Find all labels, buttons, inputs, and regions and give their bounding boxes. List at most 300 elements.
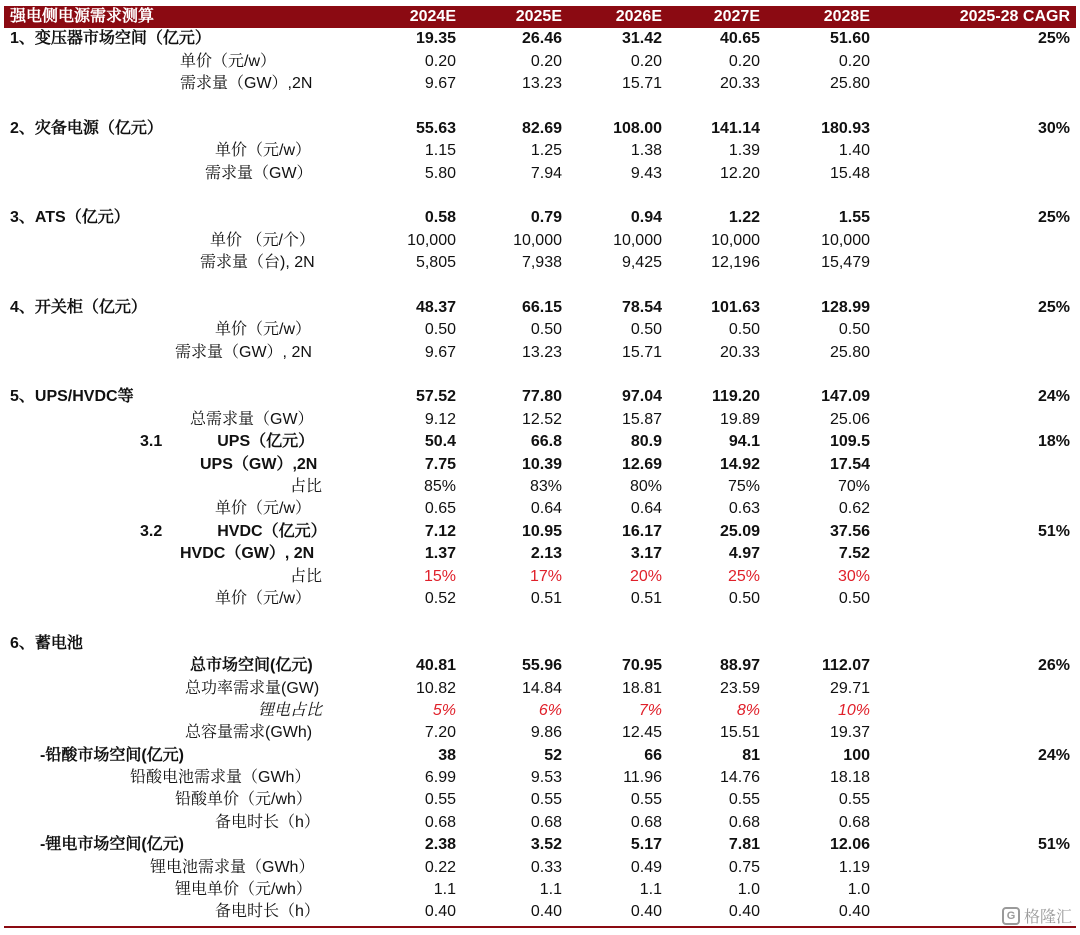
value-cell: 3.52 <box>530 836 562 854</box>
row-label <box>4 633 362 655</box>
value-cell: 0.55 <box>424 791 456 809</box>
cagr-cell <box>876 409 1076 431</box>
value-cell: 50.4 <box>424 433 456 451</box>
cagr-cell <box>876 722 1076 744</box>
value-cell: 30% <box>837 567 870 585</box>
value-cell: 0.50 <box>630 321 662 339</box>
row-label-text: 总市场空间(亿元) <box>190 657 313 675</box>
value-cell: 15.71 <box>621 343 662 361</box>
value-cell: 55.63 <box>415 119 456 137</box>
value-cell: 7% <box>638 701 662 719</box>
value-cell: 10,000 <box>407 231 456 249</box>
table-row <box>4 856 1076 878</box>
value-cell: 15.71 <box>621 74 662 92</box>
value-cell: 10.82 <box>415 679 456 697</box>
value-cell: 0.50 <box>728 589 760 607</box>
value-cell: 6% <box>538 701 562 719</box>
value-cell: 25.80 <box>829 343 870 361</box>
value-cell: 15% <box>423 567 456 585</box>
value-cell: 0.22 <box>424 858 456 876</box>
row-label <box>4 73 362 95</box>
value-cell: 97.04 <box>621 388 662 406</box>
header-row <box>4 6 1076 28</box>
cagr-cell <box>876 588 1076 610</box>
cagr-cell <box>876 633 1076 655</box>
value-cell: 75% <box>727 478 760 495</box>
spacer-cell <box>4 95 1076 117</box>
value-cell: 1.0 <box>847 881 870 899</box>
value-cell: 51.60 <box>829 30 870 48</box>
row-label-text: 6、蓄电池 <box>10 634 83 652</box>
value-cell: 0.68 <box>838 813 870 831</box>
cagr-cell <box>876 252 1076 274</box>
row-sublabel-text: UPS（亿元） <box>217 433 315 451</box>
value-cell: 26.46 <box>521 30 562 48</box>
cagr-cell <box>876 498 1076 520</box>
table-row <box>4 700 1076 722</box>
row-label-text: -铅酸市场空间(亿元) <box>40 746 184 764</box>
value-cell: 82.69 <box>521 119 562 137</box>
value-cell: 17.54 <box>829 455 870 473</box>
value-cell: 1.1 <box>639 881 662 899</box>
spacer-cell <box>4 185 1076 207</box>
table-row <box>4 341 1076 363</box>
cagr-cell <box>876 230 1076 252</box>
value-cell: 9.53 <box>530 769 562 787</box>
cagr-cell: 30% <box>1037 119 1070 137</box>
cagr-cell: 51% <box>1037 522 1070 540</box>
table-row <box>4 50 1076 72</box>
value-cell: 23.59 <box>719 679 760 697</box>
header-cagr: 2025-28 CAGR <box>959 8 1070 25</box>
row-label-text: 需求量（GW） <box>205 164 313 182</box>
value-cell: 14.84 <box>521 679 562 697</box>
cagr-cell <box>876 565 1076 587</box>
watermark-text: 格隆汇 <box>1023 909 1072 926</box>
table-row <box>4 767 1076 789</box>
cagr-cell <box>876 789 1076 811</box>
value-cell <box>668 633 766 655</box>
value-cell: 12,196 <box>711 254 760 272</box>
value-cell: 19.89 <box>719 410 760 428</box>
row-label-text: 单价（元/w） <box>180 52 277 70</box>
value-cell: 19.35 <box>415 30 456 48</box>
value-cell: 13.23 <box>521 343 562 361</box>
value-cell: 66.8 <box>530 433 562 451</box>
value-cell: 0.58 <box>424 209 456 227</box>
cagr-cell <box>876 73 1076 95</box>
table-row <box>4 745 1076 767</box>
table-row <box>4 677 1076 699</box>
row-label <box>4 812 362 834</box>
row-label-text: UPS（GW）,2N <box>200 455 318 473</box>
value-cell: 1.0 <box>737 881 760 899</box>
row-label <box>4 722 362 744</box>
row-label-text: 单价（元/w） <box>215 321 312 339</box>
row-label <box>4 834 362 856</box>
row-label-text: 需求量（GW）, 2N <box>175 343 312 361</box>
value-cell: 18.81 <box>621 679 662 697</box>
row-label-text: 锂电单价（元/wh） <box>175 881 312 899</box>
value-cell: 55.96 <box>521 657 562 675</box>
value-cell: 10.95 <box>521 522 562 540</box>
row-label <box>4 230 362 252</box>
value-cell: 70% <box>837 478 870 495</box>
row-label-text: 5、UPS/HVDC等 <box>10 388 134 406</box>
value-cell: 9.12 <box>424 410 456 428</box>
value-cell: 10.39 <box>521 455 562 473</box>
value-cell <box>766 633 876 655</box>
cagr-cell <box>876 50 1076 72</box>
table-row <box>4 431 1076 453</box>
value-cell: 66.15 <box>521 298 562 316</box>
value-cell: 88.97 <box>719 657 760 675</box>
value-cell: 0.51 <box>530 589 562 607</box>
spacer-row <box>4 95 1076 117</box>
row-label-text: 铅酸单价（元/wh） <box>175 791 312 809</box>
table-row <box>4 386 1076 408</box>
value-cell: 7.12 <box>424 522 456 540</box>
demand-estimate-table <box>4 6 1076 924</box>
value-cell: 38 <box>438 746 456 764</box>
value-cell: 1.55 <box>838 209 870 227</box>
value-cell: 0.63 <box>728 500 760 518</box>
value-cell <box>462 633 568 655</box>
value-cell: 0.55 <box>728 791 760 809</box>
value-cell: 8% <box>736 701 760 719</box>
value-cell: 0.20 <box>630 52 662 70</box>
row-label <box>4 767 362 789</box>
table-row <box>4 162 1076 184</box>
value-cell: 15,479 <box>821 254 870 272</box>
value-cell: 0.62 <box>838 500 870 518</box>
value-cell: 0.75 <box>728 858 760 876</box>
cagr-cell: 25% <box>1037 209 1070 227</box>
row-label <box>4 453 362 475</box>
value-cell: 1.1 <box>539 881 562 899</box>
value-cell: 7.75 <box>424 455 456 473</box>
row-label-text: 4、开关柜（亿元） <box>10 298 147 316</box>
value-cell: 25.80 <box>829 74 870 92</box>
value-cell: 7.81 <box>728 836 760 854</box>
table-row <box>4 476 1076 498</box>
row-label <box>4 588 362 610</box>
value-cell: 10,000 <box>613 231 662 249</box>
cagr-cell: 26% <box>1037 657 1070 675</box>
watermark-logo-icon: G <box>1002 907 1020 925</box>
table-row <box>4 28 1076 50</box>
value-cell: 10% <box>837 701 870 719</box>
value-cell: 101.63 <box>711 298 760 316</box>
value-cell: 0.55 <box>530 791 562 809</box>
value-cell: 37.56 <box>829 522 870 540</box>
value-cell: 0.52 <box>424 589 456 607</box>
watermark <box>1002 904 1072 927</box>
value-cell: 16.17 <box>621 522 662 540</box>
row-label-text: 单价（元/w） <box>215 142 312 160</box>
value-cell: 5.17 <box>630 836 662 854</box>
cagr-cell <box>876 879 1076 901</box>
value-cell: 1.39 <box>728 142 760 160</box>
row-label <box>4 879 362 901</box>
row-label <box>4 677 362 699</box>
value-cell: 147.09 <box>821 388 870 406</box>
value-cell: 1.38 <box>630 142 662 160</box>
row-label <box>4 431 362 453</box>
header-2025e: 2025E <box>515 8 562 25</box>
value-cell: 0.65 <box>424 500 456 518</box>
row-label <box>4 297 362 319</box>
cagr-cell <box>876 700 1076 722</box>
row-label-text: 需求量（GW）,2N <box>180 74 313 92</box>
table-row <box>4 140 1076 162</box>
value-cell: 0.50 <box>424 321 456 339</box>
row-label <box>4 856 362 878</box>
value-cell: 109.5 <box>829 433 870 451</box>
header-2028e: 2028E <box>823 8 870 25</box>
row-label <box>4 162 362 184</box>
table-row <box>4 722 1076 744</box>
row-label-text: 需求量（台), 2N <box>200 254 315 272</box>
row-label <box>4 207 362 229</box>
value-cell: 1.1 <box>433 881 456 899</box>
value-cell: 2.13 <box>530 545 562 563</box>
row-label-text: 总功率需求量(GW) <box>185 679 320 697</box>
value-cell: 81 <box>742 746 760 764</box>
value-cell: 0.51 <box>630 589 662 607</box>
row-label <box>4 319 362 341</box>
row-label-text: 备电时长（h） <box>215 813 320 831</box>
value-cell: 5.80 <box>424 164 456 182</box>
table-row <box>4 565 1076 587</box>
row-label-text: 占比 <box>290 478 323 495</box>
bottom-rule <box>4 926 1076 928</box>
value-cell: 20.33 <box>719 74 760 92</box>
row-sublabel-text: HVDC（亿元） <box>217 522 327 540</box>
value-cell: 180.93 <box>821 119 870 137</box>
value-cell: 15.87 <box>621 410 662 428</box>
value-cell: 1.25 <box>530 142 562 160</box>
value-cell: 5,805 <box>415 254 456 272</box>
value-cell: 14.76 <box>719 769 760 787</box>
table-row <box>4 230 1076 252</box>
table-row <box>4 207 1076 229</box>
cagr-cell <box>876 677 1076 699</box>
value-cell: 7,938 <box>521 254 562 272</box>
value-cell: 11.96 <box>623 769 662 787</box>
value-cell: 0.68 <box>530 813 562 831</box>
value-cell: 12.06 <box>829 836 870 854</box>
value-cell: 80% <box>629 478 662 495</box>
header-title: 强电侧电源需求测算 <box>10 8 155 25</box>
value-cell: 1.19 <box>838 858 870 876</box>
value-cell: 0.64 <box>530 500 562 518</box>
table-row <box>4 812 1076 834</box>
row-label-text: 单价（元/w） <box>215 589 312 607</box>
value-cell: 18.18 <box>829 769 870 787</box>
value-cell: 7.52 <box>838 545 870 563</box>
value-cell: 77.80 <box>521 388 562 406</box>
value-cell: 0.40 <box>630 903 662 921</box>
table-row <box>4 453 1076 475</box>
row-label <box>4 140 362 162</box>
value-cell: 12.52 <box>521 410 562 428</box>
spacer-cell <box>4 610 1076 632</box>
row-label-text: 3.1 <box>140 433 163 451</box>
value-cell: 13.23 <box>521 74 562 92</box>
value-cell: 0.33 <box>530 858 562 876</box>
value-cell: 15.48 <box>829 164 870 182</box>
value-cell: 1.37 <box>424 545 456 563</box>
value-cell: 52 <box>544 746 562 764</box>
value-cell: 20% <box>629 567 662 585</box>
value-cell: 0.55 <box>838 791 870 809</box>
cagr-cell: 25% <box>1037 30 1070 48</box>
value-cell: 0.49 <box>630 858 662 876</box>
row-label-text: 总需求量（GW） <box>190 410 314 428</box>
row-label <box>4 118 362 140</box>
value-cell: 4.97 <box>728 545 760 563</box>
value-cell: 0.68 <box>630 813 662 831</box>
value-cell: 0.55 <box>630 791 662 809</box>
row-label-text: 铅酸电池需求量（GWh） <box>130 769 311 787</box>
value-cell: 0.20 <box>838 52 870 70</box>
cagr-cell: 51% <box>1037 836 1070 854</box>
table-row <box>4 901 1076 923</box>
spacer-row <box>4 274 1076 296</box>
table-row <box>4 319 1076 341</box>
value-cell: 57.52 <box>415 388 456 406</box>
table-row <box>4 834 1076 856</box>
value-cell: 0.20 <box>424 52 456 70</box>
header-2026e: 2026E <box>615 8 662 25</box>
value-cell: 0.64 <box>630 500 662 518</box>
value-cell: 1.22 <box>728 209 760 227</box>
value-cell: 9.67 <box>424 74 456 92</box>
value-cell: 112.07 <box>821 657 870 675</box>
cagr-cell <box>876 453 1076 475</box>
value-cell: 78.54 <box>621 298 662 316</box>
cagr-cell: 24% <box>1037 388 1070 406</box>
table-row <box>4 655 1076 677</box>
value-cell: 83% <box>529 478 562 495</box>
spacer-cell <box>4 364 1076 386</box>
value-cell: 2.38 <box>424 836 456 854</box>
value-cell <box>568 633 668 655</box>
value-cell: 0.20 <box>530 52 562 70</box>
row-label <box>4 901 362 923</box>
cagr-cell <box>876 767 1076 789</box>
cagr-cell <box>876 856 1076 878</box>
spacer-row <box>4 185 1076 207</box>
value-cell: 1.15 <box>424 142 456 160</box>
row-label-text: 锂电占比 <box>258 701 323 719</box>
value-cell: 29.71 <box>829 679 870 697</box>
cagr-cell: 25% <box>1037 298 1070 316</box>
value-cell: 10,000 <box>711 231 760 249</box>
value-cell: 10,000 <box>513 231 562 249</box>
row-label-text: 3.2 <box>140 522 163 540</box>
row-label <box>4 409 362 431</box>
row-label-text: 3、ATS（亿元） <box>10 209 130 227</box>
row-label-text: HVDC（GW）, 2N <box>180 545 315 563</box>
value-cell: 0.40 <box>530 903 562 921</box>
value-cell: 141.14 <box>711 119 760 137</box>
value-cell: 25.09 <box>719 522 760 540</box>
value-cell: 66 <box>644 746 662 764</box>
row-label <box>4 498 362 520</box>
table-row <box>4 543 1076 565</box>
table-row <box>4 297 1076 319</box>
value-cell: 119.20 <box>711 388 760 406</box>
value-cell: 17% <box>529 567 562 585</box>
row-label <box>4 252 362 274</box>
value-cell: 10,000 <box>821 231 870 249</box>
spacer-cell <box>4 274 1076 296</box>
value-cell: 40.81 <box>415 657 456 675</box>
value-cell: 25.06 <box>829 410 870 428</box>
row-label-text: -锂电市场空间(亿元) <box>40 836 184 854</box>
table-row <box>4 252 1076 274</box>
row-label-text: 2、灾备电源（亿元） <box>10 119 163 137</box>
value-cell: 9.67 <box>424 343 456 361</box>
row-label <box>4 521 362 543</box>
row-label <box>4 543 362 565</box>
row-label <box>4 789 362 811</box>
table-row <box>4 409 1076 431</box>
cagr-cell: 24% <box>1037 746 1070 764</box>
header-2027e: 2027E <box>713 8 760 25</box>
value-cell: 6.99 <box>424 769 456 787</box>
row-label-text: 单价（元/w） <box>215 500 312 518</box>
row-label <box>4 28 362 50</box>
value-cell: 40.65 <box>719 30 760 48</box>
value-cell: 3.17 <box>630 545 662 563</box>
value-cell: 1.40 <box>838 142 870 160</box>
header-2024e: 2024E <box>409 8 456 25</box>
value-cell: 0.50 <box>838 589 870 607</box>
value-cell: 9.43 <box>630 164 662 182</box>
row-label <box>4 745 362 767</box>
value-cell: 48.37 <box>415 298 456 316</box>
row-label-text: 1、变压器市场空间（亿元） <box>10 30 211 48</box>
row-label <box>4 341 362 363</box>
value-cell: 7.20 <box>424 724 456 742</box>
value-cell: 19.37 <box>829 724 870 742</box>
table-row <box>4 879 1076 901</box>
row-label <box>4 50 362 72</box>
value-cell: 7.94 <box>530 164 562 182</box>
cagr-cell <box>876 341 1076 363</box>
row-label-text: 总容量需求(GWh) <box>185 724 313 742</box>
value-cell: 70.95 <box>621 657 662 675</box>
table-row <box>4 521 1076 543</box>
table-row <box>4 498 1076 520</box>
spacer-row <box>4 610 1076 632</box>
demand-table-container <box>4 6 1076 924</box>
cagr-cell <box>876 543 1076 565</box>
table-row <box>4 789 1076 811</box>
value-cell: 0.68 <box>728 813 760 831</box>
value-cell: 80.9 <box>630 433 662 451</box>
value-cell: 0.50 <box>838 321 870 339</box>
value-cell: 108.00 <box>613 119 662 137</box>
row-label-text: 备电时长（h） <box>215 903 320 921</box>
value-cell: 85% <box>423 478 456 495</box>
value-cell: 0.68 <box>424 813 456 831</box>
row-label <box>4 655 362 677</box>
table-row <box>4 118 1076 140</box>
